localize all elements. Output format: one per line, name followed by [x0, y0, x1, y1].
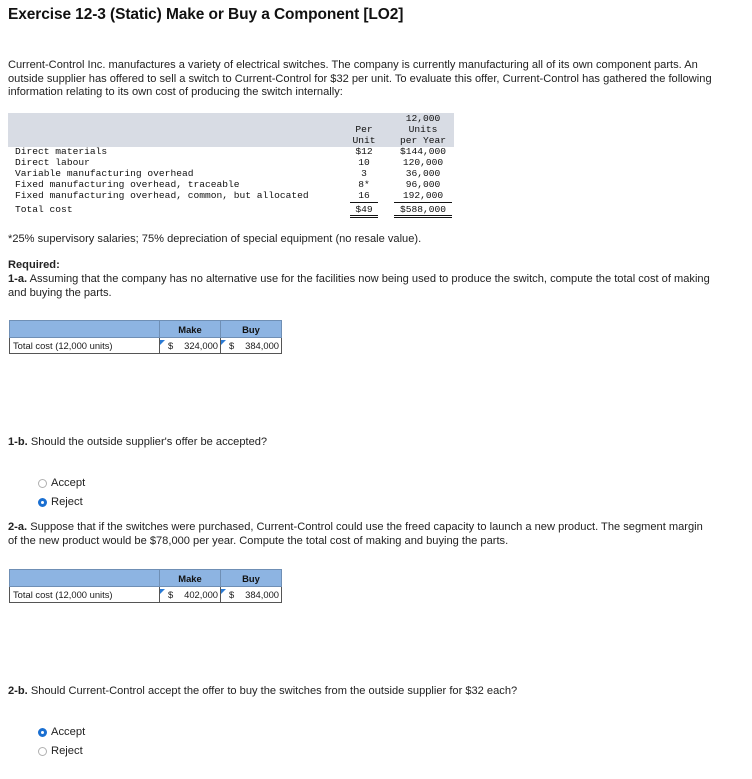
subtotal-line-year: [394, 202, 452, 203]
problem-intro: Current-Control Inc. manufactures a variety of electrical switches. The company is currently manufacturing all of its own component parts. An outside supplier has offered to sell a switch to Current-Control for $32 per unit. To evaluate this offer, Current-Control has gathered the following information relating to its own cost of producing the switch internally:: [8, 59, 712, 99]
total-double-line-unit-a: [350, 215, 378, 216]
buy-cost-value: 384,000: [245, 589, 279, 600]
question-2b-text: Should Current-Control accept the offer to buy the switches from the outside supplier for $32 each?: [27, 685, 518, 697]
row-unit-variable-overhead: 3: [361, 168, 367, 179]
question-1a-text: Assuming that the company has no alternative use for the facilities now being used to produce the switch, compute the total cost of making and buying the parts.: [8, 273, 710, 299]
radio-2b-reject[interactable]: [38, 745, 83, 757]
total-double-line-unit-b: [350, 217, 378, 218]
question-1b: [8, 436, 713, 450]
row-year-total: $588,000: [399, 204, 447, 215]
row-label-total: Total cost: [15, 204, 73, 215]
page-title: Exercise 12-3 (Static) Make or Buy a Component [LO2]: [8, 6, 404, 23]
col-make-header: Make: [160, 570, 221, 587]
question-2b-number: 2-b.: [8, 685, 28, 697]
make-cost-input[interactable]: [160, 338, 221, 354]
radio-2b-accept[interactable]: [38, 726, 85, 738]
radio-unselected-icon[interactable]: [38, 747, 47, 756]
row-label-variable-overhead: Variable manufacturing overhead: [15, 168, 194, 179]
make-cost-value: 402,000: [184, 589, 218, 600]
answer-table-2a: [9, 569, 282, 603]
radio-selected-icon[interactable]: [38, 498, 47, 507]
radio-1b-accept[interactable]: [38, 477, 85, 489]
header-per-year: per Year: [399, 135, 447, 146]
row-total-cost-label: Total cost (12,000 units): [10, 587, 160, 603]
row-unit-total: $49: [355, 204, 373, 215]
radio-1b-accept-label: Accept: [51, 477, 86, 489]
row-unit-fixed-common: 16: [358, 190, 370, 201]
col-buy-header: Buy: [221, 570, 282, 587]
question-1b-text: Should the outside supplier's offer be accepted?: [27, 436, 268, 448]
make-cost-currency: $: [168, 340, 174, 351]
question-2b: [8, 685, 713, 699]
radio-1b-reject[interactable]: [38, 496, 83, 508]
header-units-count: 12,000: [405, 113, 441, 124]
answer-table-2a-corner: [10, 570, 160, 587]
answer-table-1a-corner: [10, 321, 160, 338]
total-double-line-year-a: [394, 215, 452, 216]
required-heading: Required:: [8, 259, 60, 271]
row-unit-fixed-traceable: 8*: [358, 179, 370, 190]
radio-unselected-icon[interactable]: [38, 479, 47, 488]
answer-flag-icon: [221, 340, 226, 345]
col-buy-header: Buy: [221, 321, 282, 338]
row-total-cost-label: Total cost (12,000 units): [10, 338, 160, 354]
row-label-direct-labour: Direct labour: [15, 157, 90, 168]
cost-data-table: [8, 113, 454, 216]
subtotal-line-unit: [350, 202, 378, 203]
header-per: Per: [355, 124, 373, 135]
footnote: *25% supervisory salaries; 75% depreciation of special equipment (no resale value).: [8, 233, 422, 245]
buy-cost-currency: $: [229, 340, 235, 351]
row-year-fixed-traceable: 96,000: [405, 179, 441, 190]
header-unit: Unit: [352, 135, 376, 146]
cost-table-header-bg: [8, 113, 454, 147]
row-label-fixed-common: Fixed manufacturing overhead, common, but allocated: [15, 190, 309, 201]
buy-cost-input[interactable]: [221, 338, 282, 354]
question-1b-number: 1-b.: [8, 436, 28, 448]
make-cost-currency: $: [168, 589, 174, 600]
radio-2b-reject-label: Reject: [51, 745, 83, 757]
make-cost-value: 324,000: [184, 340, 218, 351]
radio-1b-reject-label: Reject: [51, 496, 83, 508]
buy-cost-value: 384,000: [245, 340, 279, 351]
radio-2b-accept-label: Accept: [51, 726, 86, 738]
radio-selected-icon[interactable]: [38, 728, 47, 737]
row-year-direct-materials: $144,000: [399, 146, 447, 157]
question-2a: [8, 521, 713, 548]
row-year-direct-labour: 120,000: [402, 157, 444, 168]
row-label-fixed-traceable: Fixed manufacturing overhead, traceable: [15, 179, 240, 190]
buy-cost-input[interactable]: [221, 587, 282, 603]
make-cost-input[interactable]: [160, 587, 221, 603]
question-1a: [8, 273, 713, 300]
question-2a-text: Suppose that if the switches were purchased, Current-Control could use the freed capacity to launch a new product. The segment margin of the new product would be $78,000 per year. Compute the total cost of making and buying the parts.: [8, 521, 703, 547]
answer-flag-icon: [160, 589, 165, 594]
answer-table-1a: [9, 320, 282, 354]
header-units: Units: [408, 124, 438, 135]
row-unit-direct-materials: $12: [355, 146, 373, 157]
col-make-header: Make: [160, 321, 221, 338]
answer-flag-icon: [160, 340, 165, 345]
row-year-fixed-common: 192,000: [402, 190, 444, 201]
row-label-direct-materials: Direct materials: [15, 146, 108, 157]
row-unit-direct-labour: 10: [358, 157, 370, 168]
question-2a-number: 2-a.: [8, 521, 28, 533]
answer-flag-icon: [221, 589, 226, 594]
question-1a-number: 1-a.: [8, 273, 28, 285]
buy-cost-currency: $: [229, 589, 235, 600]
total-double-line-year-b: [394, 217, 452, 218]
row-year-variable-overhead: 36,000: [405, 168, 441, 179]
